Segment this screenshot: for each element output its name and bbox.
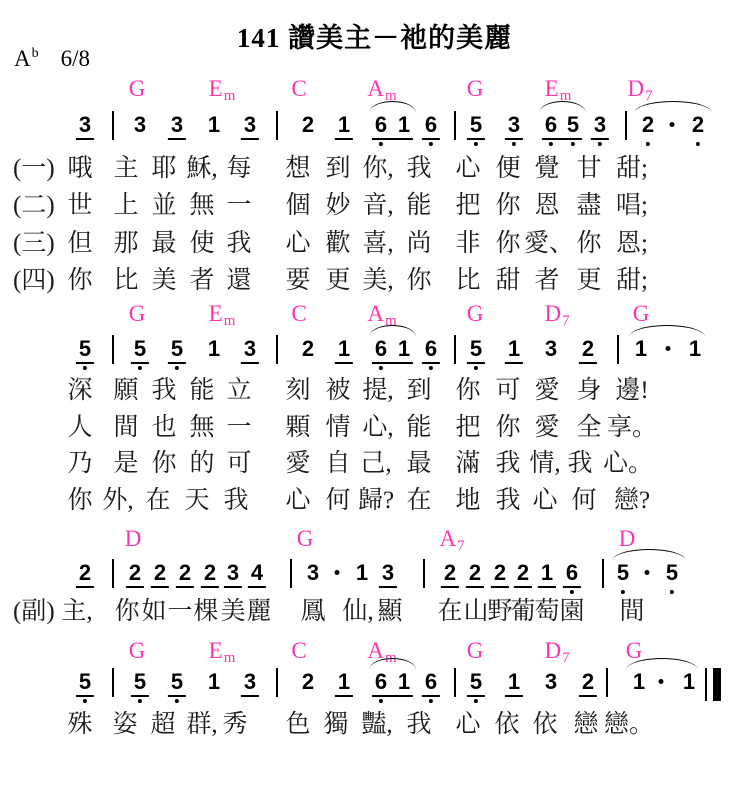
- note: 5: [170, 336, 184, 361]
- lyric-syllable: 秀: [222, 711, 248, 738]
- lyric-syllable: 間: [113, 414, 139, 441]
- barline: [625, 111, 627, 140]
- note: 1: [207, 336, 221, 361]
- chord-symbol: D7: [627, 76, 653, 104]
- lyric-syllable: 戀。: [603, 711, 655, 738]
- lyric-syllable: 更: [576, 267, 602, 294]
- note: 1: [397, 669, 411, 694]
- note: 2: [301, 669, 315, 694]
- lyric-syllable: 便: [495, 155, 521, 182]
- flat-accidental: b: [31, 46, 39, 61]
- lyric-syllable: 甜: [495, 267, 521, 294]
- barline: [454, 335, 456, 364]
- lyric-syllable: 到: [325, 155, 351, 182]
- lyric-syllable: 一: [226, 414, 252, 441]
- barline: [112, 559, 114, 588]
- lyric-syllable: 園: [559, 598, 585, 625]
- note: 3: [381, 560, 395, 585]
- chord-symbol: D7: [544, 301, 570, 329]
- lyric-syllable: 盡: [576, 192, 602, 219]
- lyric-syllable: 的: [189, 450, 215, 477]
- note: 2: [443, 560, 457, 585]
- lyric-syllable: 殊: [67, 711, 93, 738]
- lyric-syllable: 把: [455, 414, 481, 441]
- lyric-syllable: 在: [145, 487, 171, 514]
- lyric-syllable: 心,: [362, 414, 394, 441]
- lyric-syllable: 地: [455, 487, 481, 514]
- lyric-syllable: 萄: [534, 598, 560, 625]
- lyric-syllable: 戀: [573, 711, 599, 738]
- barline: [276, 111, 278, 140]
- lyric-syllable: 比: [455, 267, 481, 294]
- note: 3: [243, 112, 257, 137]
- note: 1: [355, 560, 369, 585]
- lyric-syllable: 妙: [325, 192, 351, 219]
- note: 1: [337, 112, 351, 137]
- lyric-syllable: 提,: [362, 377, 394, 404]
- lyric-syllable: 使: [189, 230, 215, 257]
- chord-symbol: G: [466, 301, 484, 326]
- lyric-syllable: 獨: [323, 711, 349, 738]
- verse-label: (一): [13, 155, 55, 182]
- lyric-syllable: 無: [189, 414, 215, 441]
- lyric-syllable: 如: [141, 598, 167, 625]
- lyric-syllable: 群,: [186, 711, 218, 738]
- note: 5: [469, 669, 483, 694]
- lyric-syllable: 能: [406, 414, 432, 441]
- note: 2: [468, 560, 482, 585]
- note: 1: [337, 336, 351, 361]
- verse-label: (副): [13, 598, 55, 625]
- lyric-syllable: 我: [223, 487, 249, 514]
- lyric-syllable: 你: [114, 598, 140, 625]
- note: 5: [469, 112, 483, 137]
- chord-symbol: Em: [208, 76, 236, 104]
- lyric-syllable: 邊!: [615, 377, 649, 404]
- lyric-syllable: 最: [151, 230, 177, 257]
- note: 5: [133, 669, 147, 694]
- lyric-syllable: 心: [532, 487, 558, 514]
- lyric-syllable: 我: [406, 155, 432, 182]
- lyric-syllable: 超: [150, 711, 176, 738]
- note: 2: [493, 560, 507, 585]
- lyric-syllable: 你: [67, 487, 93, 514]
- chord-symbol: G: [128, 76, 146, 101]
- lyric-syllable: 我: [495, 450, 521, 477]
- chord-symbol: G: [128, 638, 146, 663]
- key-letter: A: [14, 46, 31, 71]
- lyric-syllable: 豔,: [361, 711, 393, 738]
- chord-symbol: C: [291, 301, 307, 326]
- chord-symbol: Am: [367, 638, 397, 666]
- note: 6: [424, 669, 438, 694]
- barline: [454, 111, 456, 140]
- lyric-syllable: 美: [151, 267, 177, 294]
- chord-symbol: D: [618, 526, 636, 551]
- note: 3: [243, 336, 257, 361]
- lyric-syllable: 心: [285, 487, 311, 514]
- lyric-syllable: 愛: [534, 414, 560, 441]
- note: 2: [691, 112, 705, 137]
- lyric-syllable: 情,: [529, 450, 561, 477]
- lyric-syllable: 甘: [576, 155, 602, 182]
- lyric-syllable: 仙,: [342, 598, 374, 625]
- lyric-syllable: 你: [495, 230, 521, 257]
- lyric-syllable: 到: [406, 377, 432, 404]
- chord-symbol: Em: [544, 76, 572, 104]
- lyric-syllable: 麗: [246, 598, 272, 625]
- note: 3: [593, 112, 607, 137]
- note: 3: [243, 669, 257, 694]
- note: 3: [507, 112, 521, 137]
- note: 1: [634, 336, 648, 361]
- lyric-syllable: 依: [532, 711, 558, 738]
- lyric-syllable: 我: [567, 450, 593, 477]
- lyric-syllable: 音,: [362, 192, 394, 219]
- note: 5: [566, 112, 580, 137]
- duration-dot: [659, 679, 664, 684]
- note: 2: [178, 560, 192, 585]
- note: 2: [301, 112, 315, 137]
- barline: [606, 668, 608, 697]
- lyric-syllable: 在: [406, 487, 432, 514]
- lyric-syllable: 何: [325, 487, 351, 514]
- chord-symbol: Am: [367, 301, 397, 329]
- lyric-syllable: 我: [151, 377, 177, 404]
- lyric-syllable: 戀?: [613, 487, 651, 514]
- lyric-syllable: 我: [406, 711, 432, 738]
- chord-symbol: G: [632, 301, 650, 326]
- lyric-syllable: 者: [534, 267, 560, 294]
- lyric-syllable: 主,: [61, 598, 93, 625]
- note: 2: [78, 560, 92, 585]
- lyric-syllable: 滿: [455, 450, 481, 477]
- lyric-syllable: 全: [576, 414, 602, 441]
- note: 2: [641, 112, 655, 137]
- lyric-syllable: 身: [576, 377, 602, 404]
- lyric-syllable: 棵: [193, 598, 219, 625]
- note: 4: [250, 560, 264, 585]
- lyric-syllable: 姿: [112, 711, 138, 738]
- note: 2: [128, 560, 142, 585]
- lyric-syllable: 鳳: [300, 598, 326, 625]
- lyric-syllable: 顯: [377, 598, 403, 625]
- lyric-syllable: 何: [571, 487, 597, 514]
- lyric-syllable: 上: [113, 192, 139, 219]
- key-signature: [14, 46, 90, 72]
- barline: [112, 335, 114, 364]
- lyric-syllable: 尚: [406, 230, 432, 257]
- note: 1: [688, 336, 702, 361]
- lyric-syllable: 世: [67, 192, 93, 219]
- note: 6: [374, 112, 388, 137]
- lyric-syllable: 能: [189, 377, 215, 404]
- lyric-syllable: 外,: [102, 487, 134, 514]
- note: 6: [544, 112, 558, 137]
- lyric-syllable: 覺: [534, 155, 560, 182]
- barline: [454, 668, 456, 697]
- note: 1: [337, 669, 351, 694]
- lyric-syllable: 你: [455, 377, 481, 404]
- barline: [602, 559, 604, 588]
- lyric-syllable: 深: [67, 377, 93, 404]
- lyric-syllable: 自: [325, 450, 351, 477]
- page-title: 141 讚美主－祂的美麗: [236, 23, 513, 53]
- lyric-syllable: 甜;: [616, 155, 648, 182]
- lyric-syllable: 把: [455, 192, 481, 219]
- chord-symbol: C: [291, 76, 307, 101]
- note: 3: [78, 112, 92, 137]
- lyric-syllable: 要: [285, 267, 311, 294]
- barline: [290, 559, 292, 588]
- chord-symbol: Em: [208, 638, 236, 666]
- note: 6: [374, 669, 388, 694]
- note: 1: [632, 669, 646, 694]
- note: 3: [170, 112, 184, 137]
- lyric-syllable: 我: [495, 487, 521, 514]
- chord-symbol: D7: [544, 638, 570, 666]
- note: 5: [170, 669, 184, 694]
- barline: [112, 111, 114, 140]
- lyric-syllable: 者: [189, 267, 215, 294]
- lyric-syllable: 但: [67, 230, 93, 257]
- lyric-syllable: 可: [495, 377, 521, 404]
- note: 5: [469, 336, 483, 361]
- lyric-syllable: 顆: [285, 414, 311, 441]
- lyric-syllable: 心: [285, 230, 311, 257]
- barline: [112, 668, 114, 697]
- lyric-syllable: 人: [67, 414, 93, 441]
- lyric-syllable: 一: [167, 598, 193, 625]
- lyric-syllable: 在: [437, 598, 463, 625]
- lyric-syllable: 更: [325, 267, 351, 294]
- lyric-syllable: 色: [285, 711, 311, 738]
- lyric-syllable: 想: [285, 155, 311, 182]
- chord-symbol: Em: [208, 301, 236, 329]
- barline: [276, 668, 278, 697]
- lyric-syllable: 山: [463, 598, 489, 625]
- barline: [617, 335, 619, 364]
- lyric-syllable: 那: [113, 230, 139, 257]
- chord-symbol: Am: [367, 76, 397, 104]
- lyric-syllable: 喜,: [362, 230, 394, 257]
- lyric-syllable: 愛: [534, 377, 560, 404]
- lyric-syllable: 情: [325, 414, 351, 441]
- lyric-syllable: 己,: [360, 450, 392, 477]
- lyric-syllable: 甜;: [616, 267, 648, 294]
- lyric-syllable: 恩;: [616, 230, 648, 257]
- lyric-syllable: 你: [576, 230, 602, 257]
- lyric-syllable: 能: [406, 192, 432, 219]
- lyric-syllable: 最: [406, 450, 432, 477]
- lyric-syllable: 乃: [67, 450, 93, 477]
- lyric-syllable: 還: [226, 267, 252, 294]
- lyric-syllable: 唱;: [616, 192, 648, 219]
- chord-symbol: A7: [439, 526, 465, 554]
- lyric-syllable: 心。: [602, 450, 654, 477]
- lyric-syllable: 個: [285, 192, 311, 219]
- duration-dot: [670, 122, 675, 127]
- lyric-syllable: 依: [494, 711, 520, 738]
- chord-symbol: D: [124, 526, 142, 551]
- lyric-syllable: 無: [189, 192, 215, 219]
- lyric-syllable: 愛、: [523, 230, 575, 257]
- note: 1: [207, 112, 221, 137]
- lyric-syllable: 葡: [510, 598, 536, 625]
- lyric-syllable: 主: [113, 155, 139, 182]
- lyric-syllable: 立: [226, 377, 252, 404]
- note: 1: [397, 336, 411, 361]
- lyric-syllable: 你: [151, 450, 177, 477]
- note: 3: [226, 560, 240, 585]
- verse-label: (四): [13, 267, 55, 294]
- barline: [276, 335, 278, 364]
- lyric-syllable: 也: [151, 414, 177, 441]
- lyric-syllable: 享。: [606, 414, 658, 441]
- lyric-syllable: 天: [184, 487, 210, 514]
- lyric-syllable: 刻: [285, 377, 311, 404]
- note: 3: [133, 112, 147, 137]
- note: 6: [424, 336, 438, 361]
- lyric-syllable: 耶: [151, 155, 177, 182]
- duration-dot: [645, 570, 650, 575]
- lyric-syllable: 你: [495, 414, 521, 441]
- note: 2: [301, 336, 315, 361]
- note: 1: [397, 112, 411, 137]
- lyric-syllable: 我: [226, 230, 252, 257]
- note: 6: [374, 336, 388, 361]
- final-barline: [705, 668, 721, 701]
- lyric-syllable: 哦: [67, 155, 93, 182]
- lyric-syllable: 是: [113, 450, 139, 477]
- chord-symbol: G: [466, 76, 484, 101]
- lyric-syllable: 被: [325, 377, 351, 404]
- lyric-syllable: 你: [406, 267, 432, 294]
- duration-dot: [666, 346, 671, 351]
- verse-label: (三): [13, 230, 55, 257]
- note: 1: [682, 669, 696, 694]
- note: 1: [540, 560, 554, 585]
- lyric-syllable: 你,: [362, 155, 394, 182]
- lyric-syllable: 心: [455, 711, 481, 738]
- note: 1: [207, 669, 221, 694]
- lyric-syllable: 歡: [325, 230, 351, 257]
- note: 2: [581, 669, 595, 694]
- lyric-syllable: 你: [67, 267, 93, 294]
- note: 3: [306, 560, 320, 585]
- chord-symbol: C: [291, 638, 307, 663]
- note: 5: [133, 336, 147, 361]
- chord-symbol: G: [128, 301, 146, 326]
- note: 1: [507, 669, 521, 694]
- lyric-syllable: 願: [113, 377, 139, 404]
- chord-symbol: G: [296, 526, 314, 551]
- duration-dot: [335, 570, 340, 575]
- lyric-syllable: 並: [151, 192, 177, 219]
- lyric-syllable: 美,: [362, 267, 394, 294]
- note: 5: [78, 669, 92, 694]
- note: 6: [424, 112, 438, 137]
- lyric-syllable: 美: [220, 598, 246, 625]
- lyric-syllable: 比: [113, 267, 139, 294]
- note: 1: [507, 336, 521, 361]
- note: 5: [616, 560, 630, 585]
- lyric-syllable: 非: [455, 230, 481, 257]
- lyric-syllable: 一: [226, 192, 252, 219]
- note: 3: [544, 669, 558, 694]
- note: 3: [544, 336, 558, 361]
- verse-label: (二): [13, 192, 55, 219]
- lyric-syllable: 你: [495, 192, 521, 219]
- lyric-syllable: 可: [226, 450, 252, 477]
- chord-symbol: G: [625, 638, 643, 663]
- note: 5: [665, 560, 679, 585]
- barline: [423, 559, 425, 588]
- lyric-syllable: 心: [455, 155, 481, 182]
- lyric-syllable: 歸?: [357, 487, 395, 514]
- lyric-syllable: 每: [226, 155, 252, 182]
- note: 6: [565, 560, 579, 585]
- chord-symbol: G: [466, 638, 484, 663]
- note: 2: [153, 560, 167, 585]
- lyric-syllable: 愛: [285, 450, 311, 477]
- note: 5: [78, 336, 92, 361]
- note: 2: [203, 560, 217, 585]
- lyric-syllable: 恩: [534, 192, 560, 219]
- lyric-syllable: 間: [619, 598, 645, 625]
- lyric-syllable: 穌,: [186, 155, 218, 182]
- slur: [629, 325, 705, 337]
- note: 2: [581, 336, 595, 361]
- time-signature: 6/8: [60, 46, 91, 71]
- note: 2: [516, 560, 530, 585]
- lyric-syllable: 野: [487, 598, 513, 625]
